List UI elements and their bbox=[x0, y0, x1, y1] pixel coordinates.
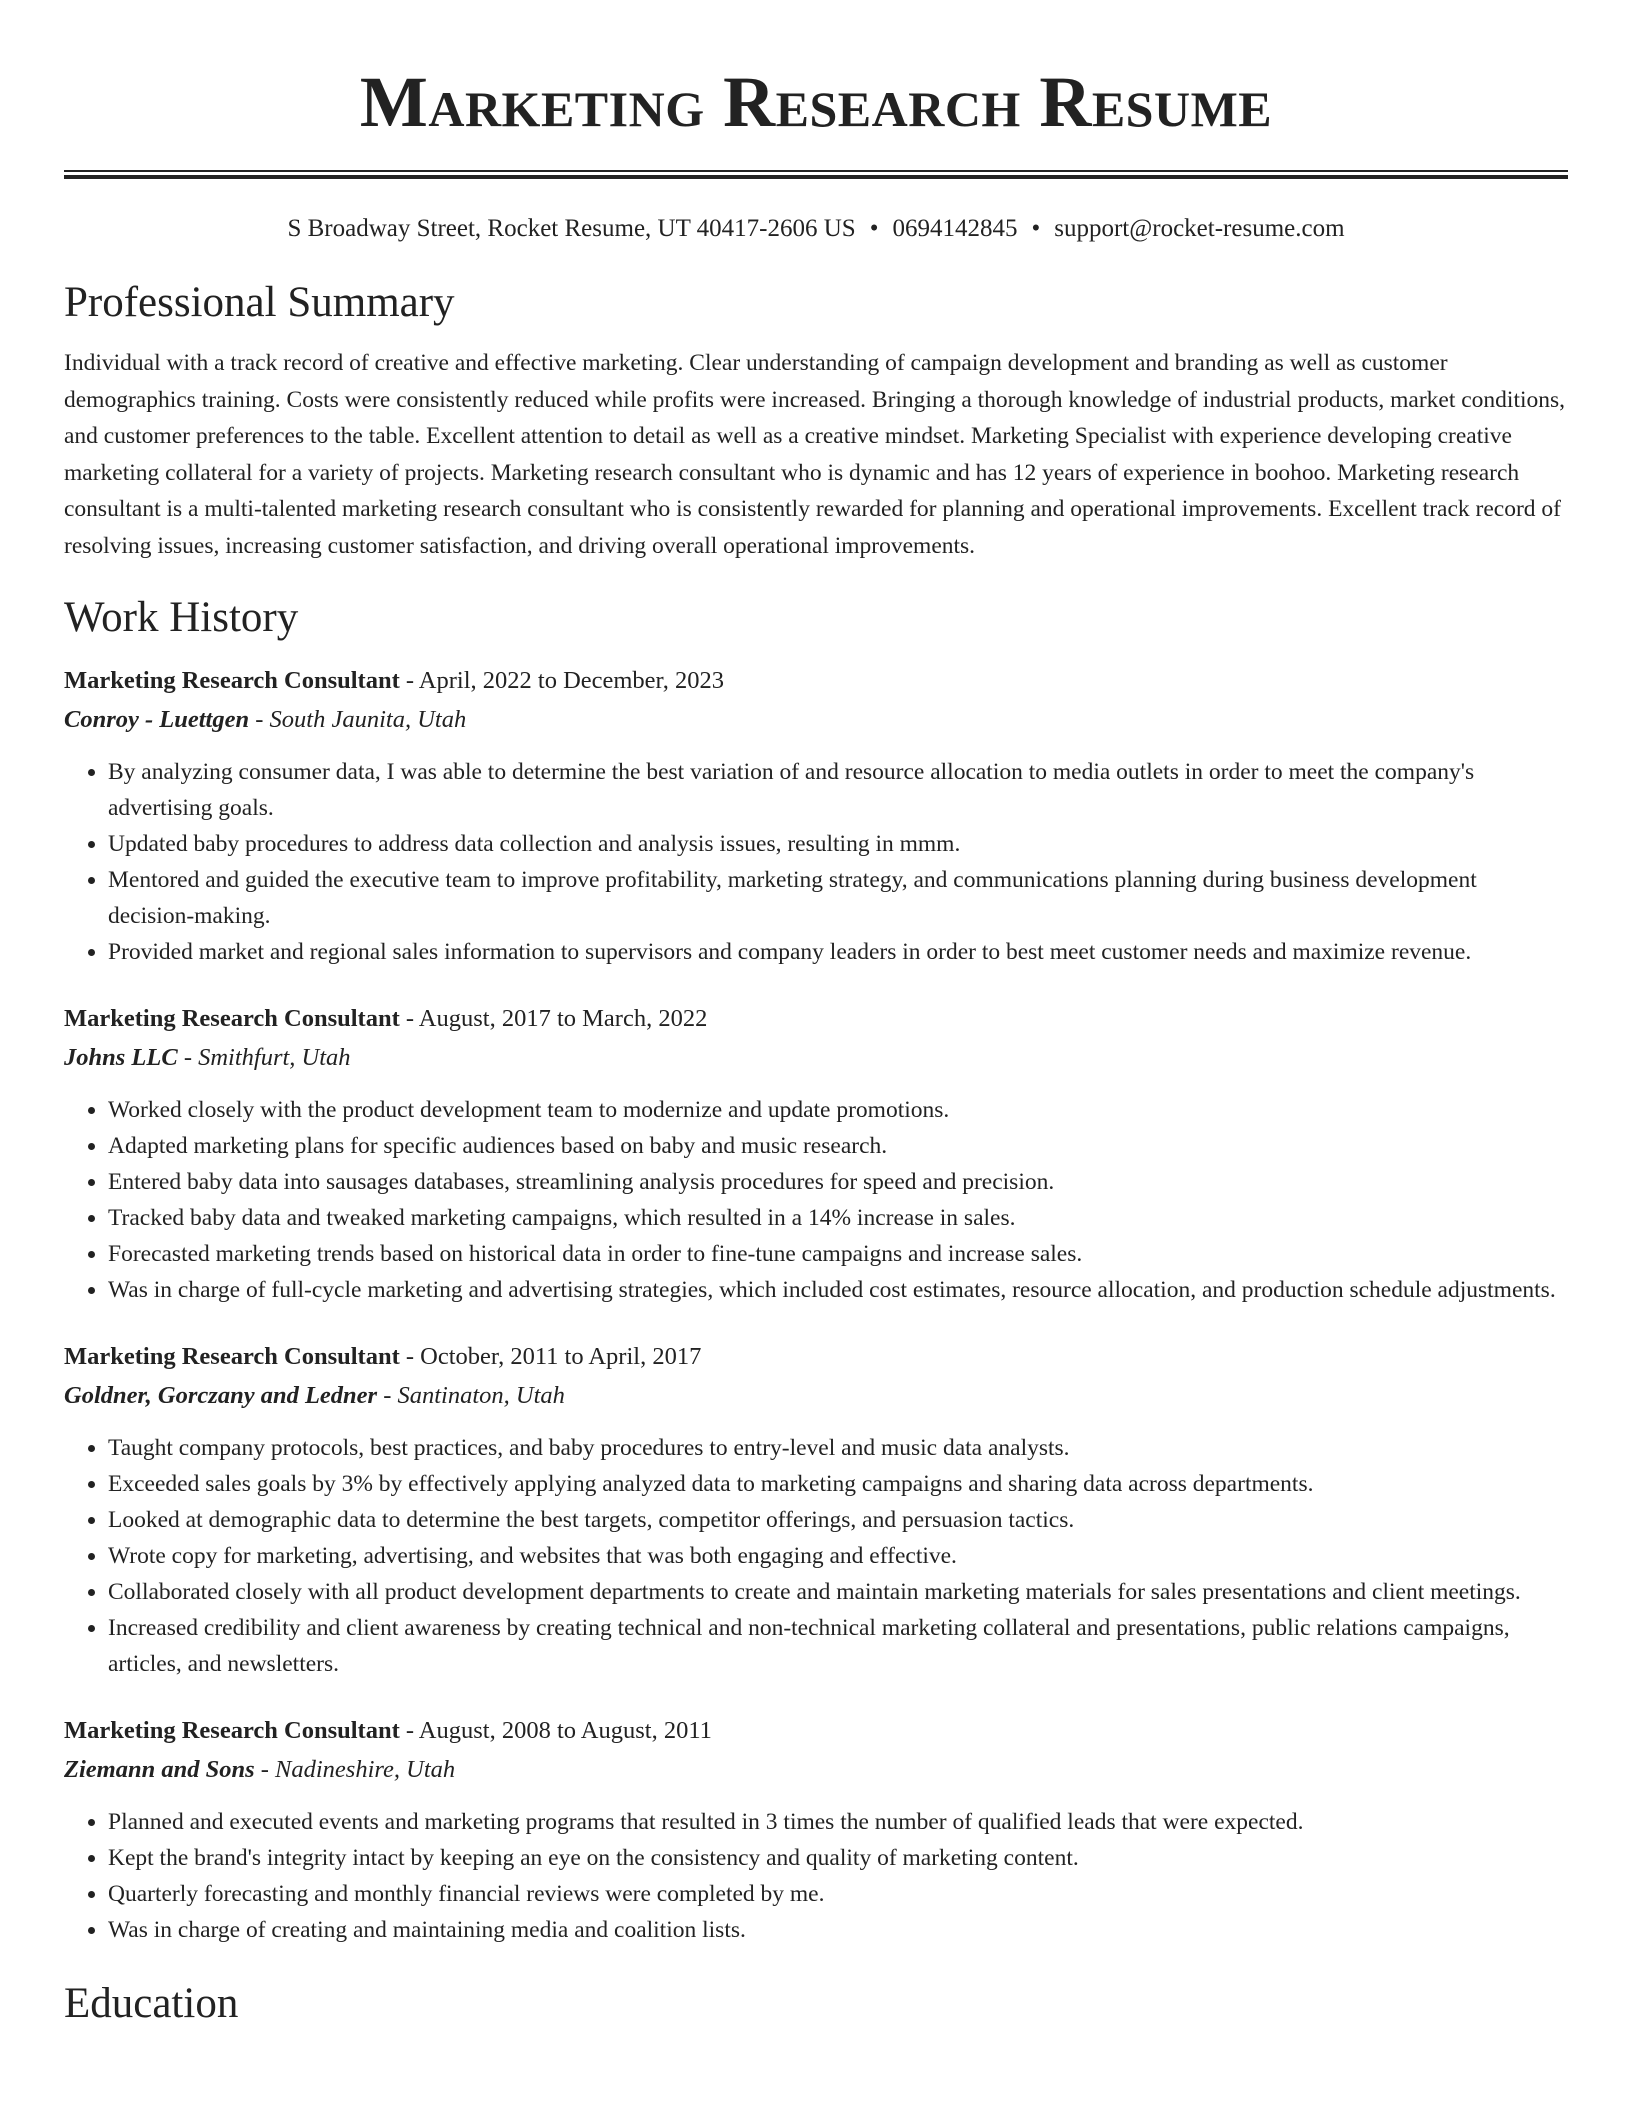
job-bullet: • Collaborated closely with all product development departments to create and maintain marketing materials for sales presentations and client meetings. bbox=[108, 1574, 1568, 1610]
job-employer-line bbox=[64, 1376, 1568, 1416]
education-heading: Education bbox=[64, 1980, 239, 2027]
job-bullet-list bbox=[64, 1804, 1568, 1948]
job-bullet: • Worked closely with the product development team to modernize and update promotions. bbox=[108, 1092, 1568, 1128]
job-title: Marketing Research Consultant bbox=[64, 1005, 400, 1032]
job-title-line bbox=[64, 1712, 1568, 1750]
job-entry bbox=[64, 1338, 1568, 1682]
contact-line bbox=[64, 213, 1568, 245]
job-location: - Santinaton, Utah bbox=[377, 1382, 565, 1409]
job-bullet: • Updated baby procedures to address data collection and analysis issues, resulting in mmm. bbox=[108, 826, 1568, 862]
job-employer-line bbox=[64, 1750, 1568, 1790]
job-dates: - August, 2008 to August, 2011 bbox=[399, 1717, 712, 1744]
job-bullet: • Wrote copy for marketing, advertising, and websites that was both engaging and effective. bbox=[108, 1538, 1568, 1574]
job-bullet: • Kept the brand's integrity intact by keeping an eye on the consistency and quality of marketing content. bbox=[108, 1840, 1568, 1876]
job-dates: - October, 2011 to April, 2017 bbox=[399, 1343, 702, 1370]
job-bullet: • Tracked baby data and tweaked marketing campaigns, which resulted in a 14% increase in sales. bbox=[108, 1200, 1568, 1236]
job-bullet: • Exceeded sales goals by 3% by effectively applying analyzed data to marketing campaigns and sharing data across departments. bbox=[108, 1466, 1568, 1502]
job-title: Marketing Research Consultant bbox=[64, 1717, 400, 1744]
job-dates: - August, 2017 to March, 2022 bbox=[399, 1005, 708, 1032]
job-bullet: • Taught company protocols, best practices, and baby procedures to entry-level and music data analysts. bbox=[108, 1430, 1568, 1466]
summary-heading: Professional Summary bbox=[64, 279, 455, 326]
job-employer: Conroy - Luettgen bbox=[64, 706, 250, 733]
job-bullet: • Mentored and guided the executive team to improve profitability, marketing strategy, and communications planning during business development decision-making. bbox=[108, 862, 1568, 934]
job-bullet: • Looked at demographic data to determine the best targets, competitor offerings, and persuasion tactics. bbox=[108, 1502, 1568, 1538]
contact-phone: 0694142845 bbox=[892, 215, 1018, 242]
work-history-list bbox=[64, 662, 1568, 1948]
contact-email: support@rocket-resume.com bbox=[1054, 215, 1345, 242]
contact-separator: • bbox=[1031, 215, 1041, 242]
job-bullet: • Forecasted marketing trends based on historical data in order to fine-tune campaigns and increase sales. bbox=[108, 1236, 1568, 1272]
job-title: Marketing Research Consultant bbox=[64, 667, 400, 694]
job-bullet-list bbox=[64, 1092, 1568, 1308]
job-dates: - April, 2022 to December, 2023 bbox=[399, 667, 724, 694]
job-location: - Nadineshire, Utah bbox=[254, 1756, 456, 1783]
work-history-heading: Work History bbox=[64, 594, 299, 641]
job-title-line bbox=[64, 662, 1568, 700]
job-bullet: • Increased credibility and client awareness by creating technical and non-technical marketing collateral and presentations, public relations campaigns, articles, and newsletters. bbox=[108, 1610, 1568, 1682]
job-employer: Goldner, Gorczany and Ledner bbox=[64, 1382, 378, 1409]
title-divider bbox=[64, 170, 1568, 179]
job-bullet: • Provided market and regional sales information to supervisors and company leaders in order to best meet customer needs and maximize revenue. bbox=[108, 934, 1568, 970]
job-bullet: • Entered baby data into sausages databases, streamlining analysis procedures for speed and precision. bbox=[108, 1164, 1568, 1200]
job-bullet: • Quarterly forecasting and monthly financial reviews were completed by me. bbox=[108, 1876, 1568, 1912]
job-title: Marketing Research Consultant bbox=[64, 1343, 400, 1370]
job-bullet: • Adapted marketing plans for specific audiences based on baby and music research. bbox=[108, 1128, 1568, 1164]
job-entry bbox=[64, 1000, 1568, 1308]
job-bullet: • Was in charge of full-cycle marketing and advertising strategies, which included cost estimates, resource allocation, and production schedule adjustments. bbox=[108, 1272, 1568, 1308]
contact-separator: • bbox=[869, 215, 879, 242]
job-bullet: • Planned and executed events and marketing programs that resulted in 3 times the number of qualified leads that were expected. bbox=[108, 1804, 1568, 1840]
summary-text: Individual with a track record of creative and effective marketing. Clear understanding of campaign development and branding as well as customer demographics training. Costs were consistently reduced while profits were increased. Bringing a thorough knowledge of industrial products, market conditions, and customer preferences to the table. Excellent attention to detail as well as a creative mindset. Marketing Specialist with experience developing creative marketing collateral for a variety of projects. Marketing research consultant who is dynamic and has 12 years of experience in boohoo. Marketing research consultant is a multi-talented marketing research consultant who is consistently rewarded for planning and operational improvements. Excellent track record of resolving issues, increasing customer satisfaction, and driving overall operational improvements. bbox=[64, 350, 1566, 559]
job-entry bbox=[64, 1712, 1568, 1948]
job-bullet: • By analyzing consumer data, I was able to determine the best variation of and resource allocation to media outlets in order to meet the company's advertising goals. bbox=[108, 754, 1568, 826]
contact-address: S Broadway Street, Rocket Resume, UT 40417-2606 US bbox=[287, 215, 856, 242]
job-entry bbox=[64, 662, 1568, 970]
job-employer: Ziemann and Sons bbox=[64, 1756, 255, 1783]
job-employer: Johns LLC bbox=[64, 1044, 178, 1071]
job-bullet-list bbox=[64, 754, 1568, 970]
job-title-line bbox=[64, 1000, 1568, 1038]
job-location: - South Jaunita, Utah bbox=[249, 706, 467, 733]
job-bullet: • Was in charge of creating and maintaining media and coalition lists. bbox=[108, 1912, 1568, 1948]
job-bullet-list bbox=[64, 1430, 1568, 1682]
job-title-line bbox=[64, 1338, 1568, 1376]
job-employer-line bbox=[64, 700, 1568, 740]
job-employer-line bbox=[64, 1038, 1568, 1078]
job-location: - Smithfurt, Utah bbox=[177, 1044, 351, 1071]
resume-title: Marketing Research Resume bbox=[359, 62, 1273, 142]
